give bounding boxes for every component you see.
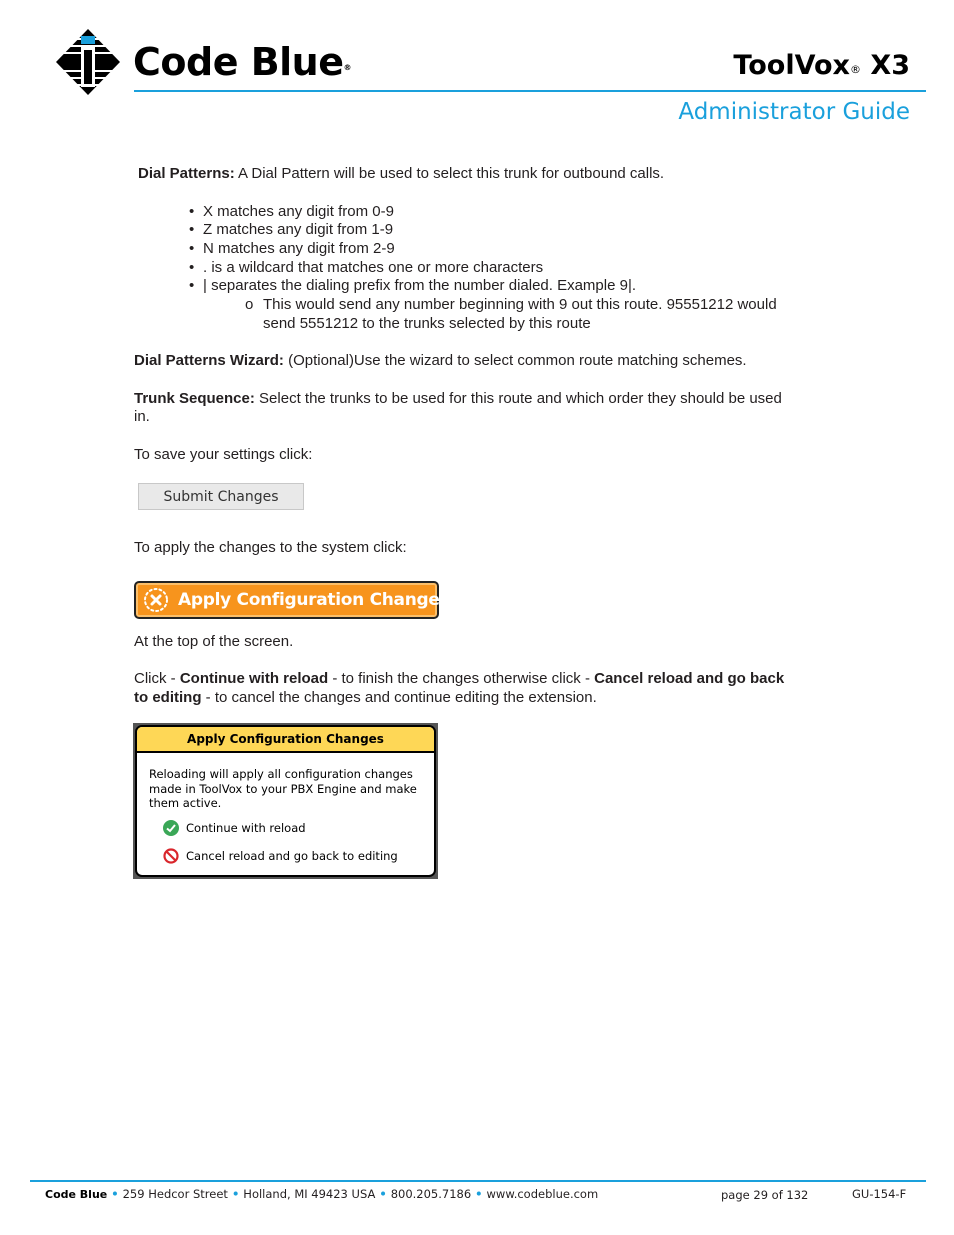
trunk-sequence-continuation: in.	[134, 408, 150, 425]
bullet-item: • | separates the dialing prefix from the number dialed. Example 9|.	[189, 277, 637, 294]
document-id: GU-154-F	[852, 1187, 907, 1201]
bullet-item: • X matches any digit from 0-9	[189, 203, 394, 220]
code-blue-logo-icon	[55, 28, 121, 96]
brand-name: Code Blue®	[133, 40, 352, 84]
top-of-screen-note: At the top of the screen.	[134, 633, 294, 650]
reload-instruction-line2: to editing - to cancel the changes and continue editing the extension.	[134, 689, 597, 706]
submit-changes-button[interactable]: Submit Changes	[138, 483, 304, 510]
bullet-item: • N matches any digit from 2-9	[189, 240, 395, 257]
sub-bullet-item: o This would send any number beginning with 9 out this route. 95551212 would	[245, 296, 777, 313]
sparkle-gear-icon	[142, 586, 170, 614]
continue-with-reload-option[interactable]: Continue with reload	[163, 820, 306, 836]
trunk-sequence-paragraph: Trunk Sequence: Select the trunks to be used for this route and which order they should be used	[134, 390, 782, 407]
save-instruction: To save your settings click:	[134, 446, 313, 463]
dial-patterns-wizard-paragraph: Dial Patterns Wizard: (Optional)Use the wizard to select common route matching schemes.	[134, 352, 747, 369]
header-divider	[134, 90, 926, 92]
guide-title: Administrator Guide	[678, 99, 910, 125]
check-circle-icon	[163, 820, 179, 836]
bullet-item: • . is a wildcard that matches one or more characters	[189, 259, 544, 276]
website-link: www.codeblue.com	[486, 1187, 599, 1201]
cancel-reload-option[interactable]: Cancel reload and go back to editing	[163, 848, 398, 864]
apply-instruction: To apply the changes to the system click:	[134, 539, 407, 556]
footer-contact: Code Blue • 259 Hedcor Street • Holland, MI 49423 USA • 800.205.7186 • www.codeblue.com	[45, 1187, 599, 1201]
dialog-title: Apply Configuration Changes	[137, 727, 434, 753]
bullet-item: • Z matches any digit from 1-9	[189, 221, 394, 238]
footer-divider	[30, 1180, 926, 1182]
apply-config-dialog	[135, 725, 436, 877]
dialog-message: Reloading will apply all configuration changes made in ToolVox to your PBX Engine and make them active.	[149, 767, 417, 810]
apply-config-dialog-screenshot	[133, 723, 438, 879]
sub-bullet-continuation: send 5551212 to the trunks selected by this route	[263, 315, 591, 332]
page-number: page 29 of 132	[721, 1188, 809, 1202]
apply-configuration-changes-button[interactable]	[134, 581, 450, 619]
no-entry-icon	[163, 848, 179, 864]
reload-instruction-line1: Click - Continue with reload - to finish the changes otherwise click - Cancel reload and go back	[134, 670, 785, 687]
product-title: ToolVox® X3	[733, 50, 910, 81]
dial-patterns-paragraph: Dial Patterns: A Dial Pattern will be used to select this trunk for outbound calls.	[138, 165, 665, 182]
apply-button-label: Apply Configuration Changes	[178, 590, 450, 610]
